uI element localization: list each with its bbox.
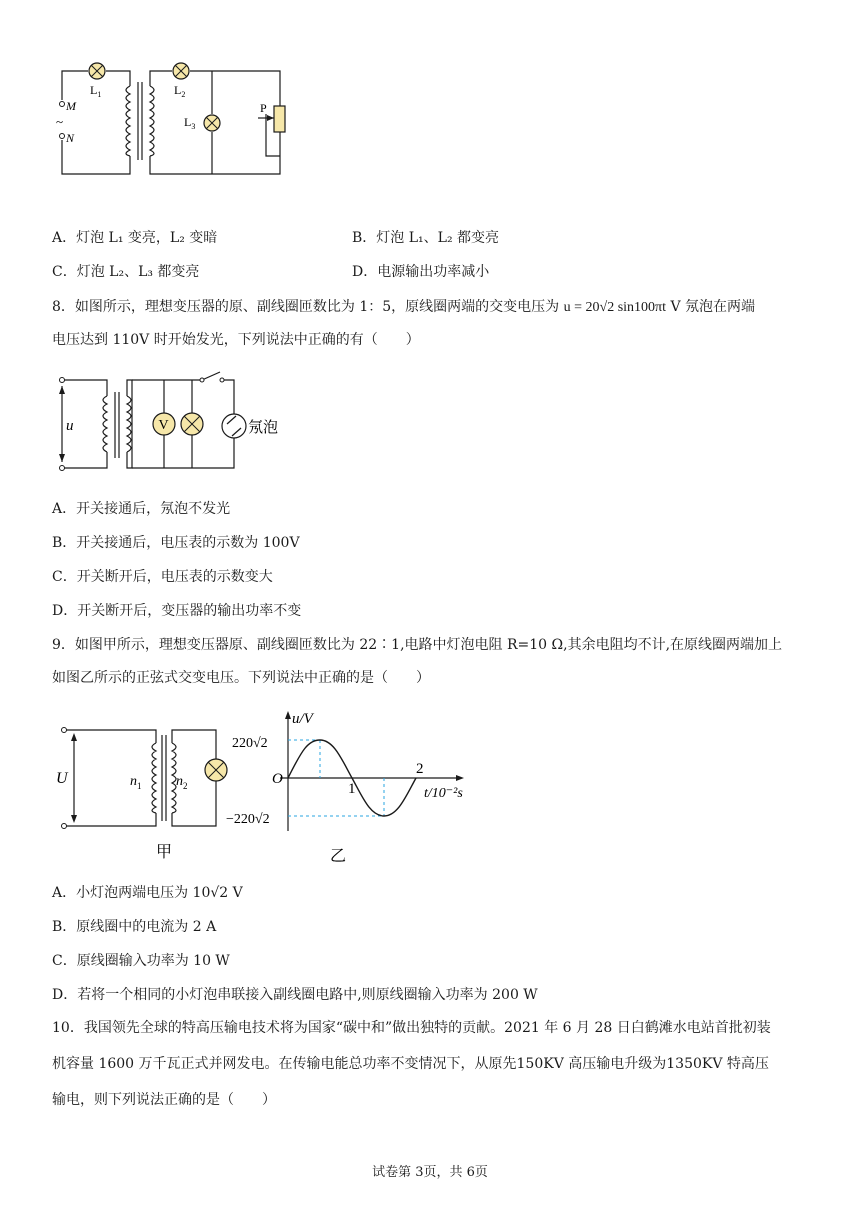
q8-option-b[interactable]: B．开关接通后，电压表的示数为 100V xyxy=(52,535,300,551)
svg-text:n2 xyxy=(176,774,188,791)
q10-stem-line1: 10．我国领先全球的特高压输电技术将为国家“碳中和”做出独特的贡献。2021 年 6 月 28 日白鹤滩水电站首批初装 xyxy=(52,1020,771,1036)
page-footer: 试卷第 3页，共 6页 xyxy=(372,1165,488,1180)
q8-stem-after: V 氖泡在两端 xyxy=(670,299,756,315)
q7-option-b[interactable]: B．灯泡 L₁、L₂ 都变亮 xyxy=(352,230,500,246)
svg-text:L1 xyxy=(90,83,101,99)
q9-stem-line1: 9．如图甲所示，理想变压器原、副线圈匝数比为 22∶1,电路中灯泡电阻 R=10 Ω,其余电阻均不计,在原线圈两端加上 xyxy=(52,637,783,653)
q9-option-a[interactable]: A．小灯泡两端电压为 10√2 V xyxy=(52,885,243,901)
label-l1-sub: 1 xyxy=(97,90,102,99)
svg-text:L2 xyxy=(174,83,185,99)
label-n2-sub: 2 xyxy=(183,781,188,791)
caption-right: 乙 xyxy=(330,848,347,865)
voltmeter-icon xyxy=(153,413,175,435)
label-n1: n xyxy=(130,774,137,789)
label-u: u xyxy=(66,418,74,434)
label-l3: L xyxy=(184,115,192,129)
q7-circuit-figure xyxy=(52,56,292,186)
q9-lamp-icon xyxy=(205,759,227,781)
caption-left: 甲 xyxy=(156,844,173,861)
label-n: N xyxy=(66,131,75,145)
label-v: V xyxy=(158,418,169,433)
tick-pos: 220√2 xyxy=(232,736,268,751)
lamp-l2-icon xyxy=(173,63,189,79)
lamp-l1-icon xyxy=(89,63,105,79)
lamp-icon xyxy=(181,413,203,435)
q8-circuit-figure xyxy=(52,368,302,478)
label-u-cap: U xyxy=(56,770,68,787)
q9-stem-line2: 如图乙所示的正弦式交变电压。下列说法中正确的是（ ） xyxy=(52,670,430,686)
axis-x-label: t/10⁻²s xyxy=(424,786,463,801)
label-l2: L xyxy=(174,83,182,97)
q10-stem-line3: 输电，则下列说法正确的是（ ） xyxy=(52,1092,276,1108)
label-ac: ~ xyxy=(56,114,64,129)
q8-option-d[interactable]: D．开关断开后，变压器的输出功率不变 xyxy=(52,603,302,619)
q8-stem-line1 xyxy=(52,297,755,318)
q8-stem-before: 8．如图所示，理想变压器的原、副线圈匝数比为 1：5，原线圈两端的交变电压为 xyxy=(52,299,560,315)
q8-option-c[interactable]: C．开关断开后，电压表的示数变大 xyxy=(52,569,273,585)
label-l3-sub: 3 xyxy=(191,122,196,131)
label-l1: L xyxy=(90,83,98,97)
svg-text:L3 xyxy=(184,115,195,131)
q9-option-b[interactable]: B．原线圈中的电流为 2 A xyxy=(52,919,217,935)
label-p: P xyxy=(260,101,267,115)
label-n1-sub: 1 xyxy=(137,781,142,791)
tick-origin: O xyxy=(272,771,283,787)
neon-bulb-icon xyxy=(222,414,246,438)
tick-neg: −220√2 xyxy=(226,812,270,827)
q7-option-c[interactable]: C．灯泡 L₂、L₃ 都变亮 xyxy=(52,264,200,280)
svg-text:n1 xyxy=(130,774,142,791)
label-l2-sub: 2 xyxy=(181,90,186,99)
q9-option-d[interactable]: D．若将一个相同的小灯泡串联接入副线圈电路中,则原线圈输入功率为 200 W xyxy=(52,987,538,1003)
q7-option-d[interactable]: D．电源输出功率减小 xyxy=(352,264,490,280)
q9-option-c[interactable]: C．原线圈输入功率为 10 W xyxy=(52,953,230,969)
q8-formula: u = 20√2 sin100πt xyxy=(563,300,666,315)
lamp-l3-icon xyxy=(204,115,220,131)
tick-2: 2 xyxy=(416,761,424,777)
axis-y-label: u/V xyxy=(292,711,313,727)
tick-1: 1 xyxy=(348,781,356,797)
q10-stem-line2: 机容量 1600 万千瓦正式并网发电。在传输电能总功率不变情况下，从原先150KV 高压输电升级为1350KV 特高压 xyxy=(52,1056,769,1072)
q9-figure xyxy=(52,705,482,865)
q8-option-a[interactable]: A．开关接通后，氖泡不发光 xyxy=(52,501,231,517)
q8-stem-line2: 电压达到 110V 时开始发光，下列说法中正确的有（ ） xyxy=(52,332,420,348)
label-neon: 氖泡 xyxy=(248,420,279,436)
label-n2: n xyxy=(176,774,183,789)
q7-option-a[interactable]: A．灯泡 L₁ 变亮，L₂ 变暗 xyxy=(52,230,218,246)
label-m: M xyxy=(66,99,76,113)
